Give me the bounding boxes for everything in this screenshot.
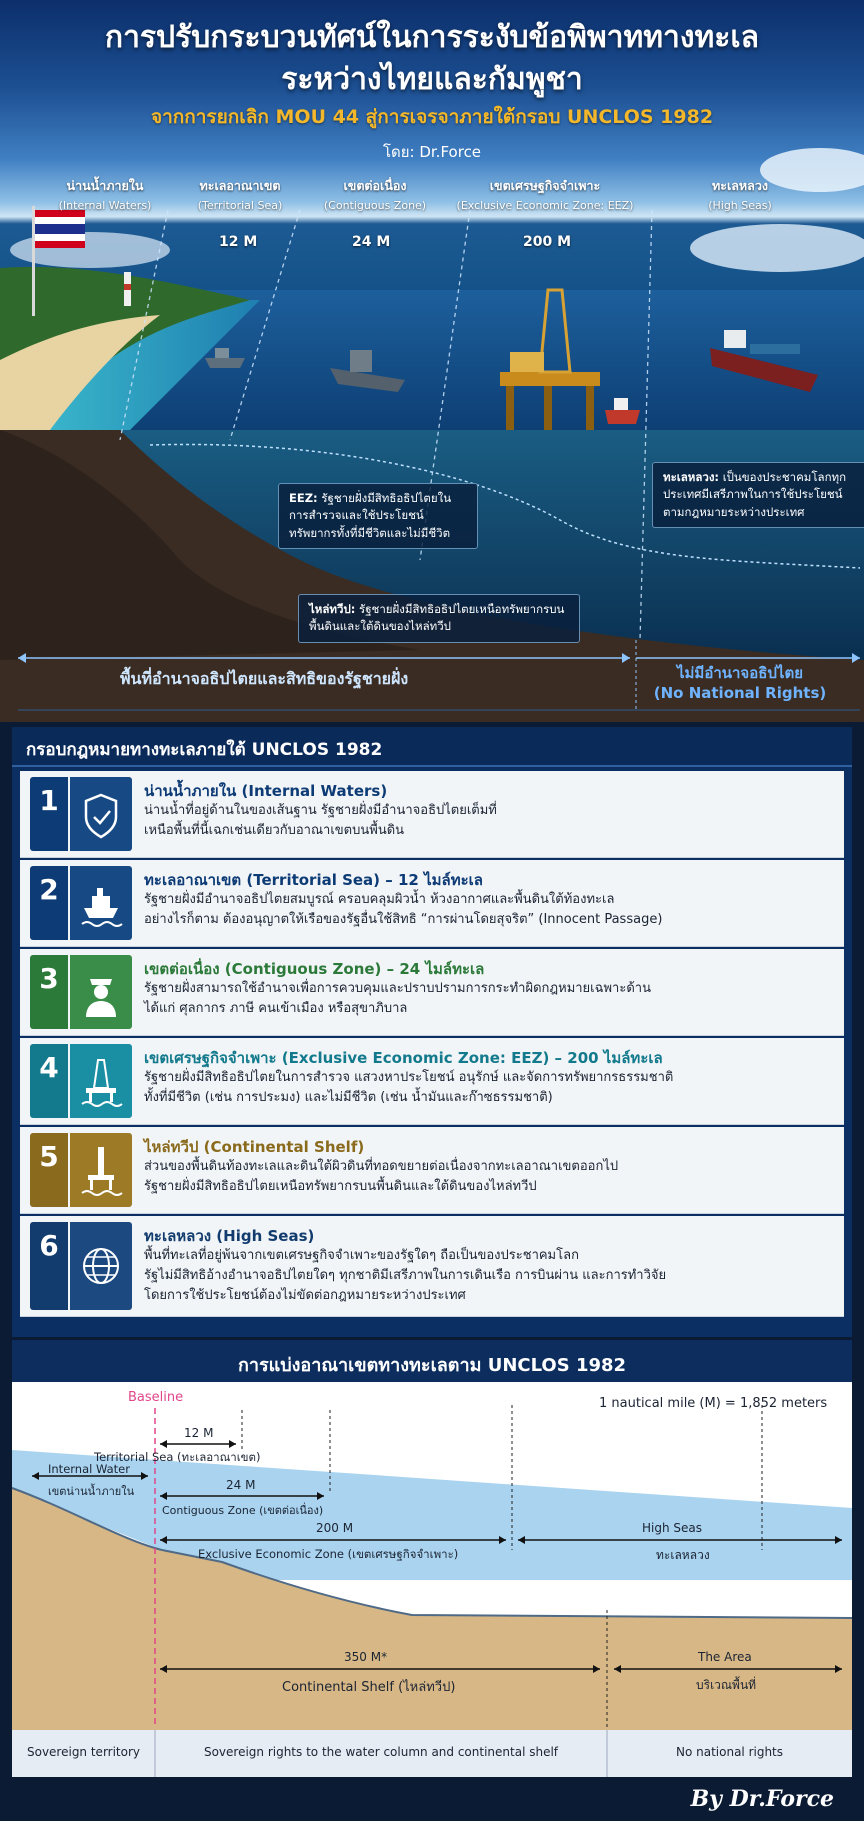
- row-number: 4: [30, 1044, 68, 1118]
- row-title-text: น่านน้ำภายใน (Internal Waters): [144, 782, 388, 800]
- area-label: The Area: [698, 1650, 752, 1664]
- no-rights-th: ไม่มีอำนาจอธิปไตย: [677, 664, 803, 682]
- page-title-line2: ระหว่างไทยและกัมพูชา: [281, 62, 583, 97]
- page-subtitle: จากการยกเลิก MOU 44 สู่การเจรจาภายใต้กรอบ UNCLOS 1982: [150, 106, 714, 128]
- row-desc-line: ทั้งที่มีชีวิต (เช่น การประมง) และไม่มีชีวิต (เช่น น้ำมันและก๊าซธรรมชาติ): [144, 1090, 553, 1106]
- row-desc-line: รัฐชายฝั่งสามารถใช้อำนาจเพื่อการควบคุมและปราบปรามการกระทำผิดกฎหมายเฉพาะด้าน: [144, 981, 651, 996]
- row-title: [144, 1135, 364, 1159]
- row-title-distance: – 24 ไมล์ทะเล: [381, 960, 485, 978]
- legal-row-eez: [20, 1038, 844, 1125]
- row-desc-line: เหนือพื้นที่นี้เฉกเช่นเดียวกับอาณาเขตบนพื้นดิน: [144, 823, 405, 839]
- hero-zone-territorial-sea: [180, 176, 300, 212]
- shield-icon: [70, 777, 132, 851]
- hero-high-seas-note: [652, 462, 864, 528]
- diagram-title: การแบ่งอาณาเขตทางทะเลตาม UNCLOS 1982: [237, 1355, 627, 1376]
- eez-label: Exclusive Economic Zone (เขตเศรษฐกิจจำเพาะ): [198, 1547, 459, 1561]
- eez-distance: 200 M: [316, 1521, 354, 1535]
- legal-framework-title: กรอบกฎหมายทางทะเลภายใต้ UNCLOS 1982: [26, 740, 383, 760]
- row-title: [144, 779, 387, 803]
- zone-name-en: (Internal Waters): [58, 199, 152, 212]
- area-label-th: บริเวณพื้นที่: [696, 1678, 757, 1692]
- row-title: [144, 1046, 663, 1070]
- note-label: EEZ:: [289, 491, 318, 505]
- signature: By Dr.Force: [690, 1786, 834, 1812]
- note-text: เป็นของประชาคมโลกทุกประเทศมีเสรีภาพในการใช้ประโยชน์ตามกฎหมายระหว่างประเทศ: [663, 470, 847, 519]
- row-desc-line: รัฐชายฝั่งมีสิทธิอธิปไตยในการสำรวจ แสวงหาประโยชน์ อนุรักษ์ และจัดการทรัพยากรธรรมชาติ: [144, 1070, 674, 1085]
- iw-label-th: เขตน่านน้ำภายใน: [48, 1485, 135, 1498]
- row-description: [144, 801, 834, 841]
- row-title-text: ทะเลหลวง (High Seas): [144, 1227, 315, 1245]
- ship-icon: [70, 866, 132, 940]
- row-desc-line: รัฐชายฝั่งมีอำนาจอธิปไตยสมบูรณ์ ครอบคลุมผิวน้ำ ห้วงอากาศและพื้นดินใต้ท้องทะเล: [144, 892, 615, 907]
- legal-row-territorial-sea: [20, 860, 844, 947]
- legal-row-contiguous-zone: [20, 949, 844, 1036]
- hero-zone-contiguous-zone: [310, 176, 440, 212]
- row-title: [144, 1224, 314, 1248]
- legal-row-high-seas: [20, 1216, 844, 1317]
- note-label: ไหล่ทวีป:: [309, 602, 356, 616]
- zone-name-en: (High Seas): [708, 199, 772, 212]
- note-text: รัฐชายฝั่งมีสิทธิอธิปไตยเหนือทรัพยากรบนพื้นดินและใต้ดินของไหล่ทวีป: [309, 602, 565, 634]
- row-title-text: เขตต่อเนื่อง (Contiguous Zone): [144, 960, 382, 978]
- row-description: [144, 1157, 834, 1197]
- row-desc-line: ส่วนของพื้นดินท้องทะเลและดินใต้ผิวดินที่ทอดขยายต่อเนื่องจากทะเลอาณาเขตออกไป: [144, 1159, 619, 1174]
- row-number: 2: [30, 866, 68, 940]
- zone-name-en: (Contiguous Zone): [323, 199, 427, 212]
- legal-row-internal-waters: [20, 771, 844, 858]
- hero-distance-200m: 200 M: [523, 234, 572, 250]
- cz-label: Contiguous Zone (เขตต่อเนื่อง): [162, 1504, 324, 1517]
- hero-illustration: [0, 0, 864, 722]
- legal-framework-header: [12, 727, 852, 767]
- hero-distance-24m: 24 M: [352, 234, 391, 250]
- row-number: 5: [30, 1133, 68, 1207]
- row-title-text: ทะเลอาณาเขต (Territorial Sea): [144, 871, 381, 889]
- row-description: [144, 1246, 834, 1306]
- oil-rig-icon: [70, 1044, 132, 1118]
- row-desc-line: รัฐไม่มีสิทธิอ้างอำนาจอธิปไตยใดๆ ทุกชาติมีเสรีภาพในการเดินเรือ การบินผ่าน และการทำวิจัย: [144, 1268, 667, 1284]
- page-title-line1: การปรับกระบวนทัศน์ในการระงับข้อพิพาททางทะเล: [104, 20, 760, 55]
- row-desc-line: ได้แก่ ศุลกากร ภาษี คนเข้าเมือง หรือสุขาภิบาล: [144, 1001, 408, 1017]
- zone-name-th: ทะเลอาณาเขต: [199, 178, 281, 193]
- row-title-text: ไหล่ทวีป (Continental Shelf): [144, 1138, 365, 1156]
- row-desc-line: โดยการใช้ประโยชน์ต้องไม่ขัดต่อกฎหมายระหว่างประเทศ: [144, 1288, 466, 1304]
- platform-icon: [70, 1133, 132, 1207]
- ts-distance: 12 M: [184, 1426, 214, 1440]
- row-title-distance: – 200 ไมล์ทะเล: [549, 1049, 663, 1067]
- zone-name-th: ทะเลหลวง: [712, 178, 768, 193]
- row-title-distance: – 12 ไมล์ทะเล: [380, 871, 483, 889]
- sovereign-territory-label: Sovereign territory: [26, 1745, 141, 1759]
- row-title: [144, 957, 484, 981]
- row-number: 3: [30, 955, 68, 1029]
- officer-icon: [70, 955, 132, 1029]
- no-rights-en: (No National Rights): [653, 683, 827, 702]
- row-desc-line: น่านน้ำที่อยู่ด้านในของเส้นฐาน รัฐชายฝั่งมีอำนาจอธิปไตยเต็มที่: [144, 803, 497, 818]
- cs-label: Continental Shelf (ไหล่ทวีป): [282, 1680, 456, 1695]
- zone-name-th: เขตเศรษฐกิจจำเพาะ: [489, 178, 601, 193]
- hero-zone-internal-waters: [50, 176, 160, 212]
- row-number: 6: [30, 1222, 68, 1310]
- high-seas-label: High Seas: [642, 1521, 702, 1535]
- legal-row-continental-shelf: [20, 1127, 844, 1214]
- maritime-zones-diagram: [12, 1340, 852, 1777]
- row-description: [144, 890, 834, 930]
- baseline-label: Baseline: [128, 1390, 184, 1405]
- coastal-state-rights-label: พื้นที่อำนาจอธิปไตยและสิทธิของรัฐชายฝั่ง: [120, 669, 409, 688]
- row-desc-line: พื้นที่ทะเลที่อยู่พ้นจากเขตเศรษฐกิจจำเพาะของรัฐใดๆ ถือเป็นของประชาคมโลก: [144, 1248, 579, 1263]
- sovereign-rights-label: Sovereign rights to the water column and continental shelf: [203, 1745, 559, 1759]
- row-description: [144, 979, 834, 1019]
- ts-label: Territorial Sea (ทะเลอาณาเขต): [94, 1450, 261, 1464]
- cs-distance: 350 M*: [344, 1650, 388, 1664]
- row-title: [144, 868, 483, 892]
- note-label: ทะเลหลวง:: [663, 470, 720, 484]
- globe-icon: [70, 1222, 132, 1310]
- zone-name-th: น่านน้ำภายใน: [66, 178, 144, 193]
- zone-name-en: (Exclusive Economic Zone: EEZ): [456, 199, 634, 212]
- zone-name-th: เขตต่อเนื่อง: [343, 178, 407, 193]
- cz-distance: 24 M: [226, 1478, 256, 1492]
- hero-distance-12m: 12 M: [219, 234, 258, 250]
- zone-name-en: (Territorial Sea): [197, 199, 283, 212]
- row-desc-line: รัฐชายฝั่งมีสิทธิอธิปไตยเหนือทรัพยากรบนพื้นดินและใต้ดินของไหล่ทวีป: [144, 1179, 537, 1195]
- row-description: [144, 1068, 834, 1108]
- hero-eez-note: [278, 483, 478, 549]
- row-desc-line: อย่างไรก็ตาม ต้องอนุญาตให้เรือของรัฐอื่นใช้สิทธิ “การผ่านโดยสุจริต” (Innocent Passage): [144, 912, 663, 928]
- high-seas-label-th: ทะเลหลวง: [656, 1548, 710, 1562]
- byline: โดย: Dr.Force: [382, 143, 482, 161]
- hero-shelf-note: [298, 594, 580, 643]
- legal-framework-panel: [12, 727, 852, 1337]
- no-national-rights-label: [640, 664, 840, 703]
- no-national-rights-bottom-label: No national rights: [675, 1745, 784, 1759]
- row-number: 1: [30, 777, 68, 851]
- iw-label: Internal Water: [48, 1462, 130, 1476]
- nautical-mile-note: 1 nautical mile (M) = 1,852 meters: [599, 1396, 828, 1411]
- hero-zone-eez: [450, 176, 640, 212]
- hero-zone-high-seas: [680, 176, 800, 212]
- note-text: รัฐชายฝั่งมีสิทธิอธิปไตยในการสำรวจและใช้ประโยชน์ทรัพยากรทั้งที่มีชีวิตและไม่มีชีวิต: [289, 491, 452, 540]
- row-title-text: เขตเศรษฐกิจจำเพาะ (Exclusive Economic Zone: EEZ): [144, 1049, 550, 1067]
